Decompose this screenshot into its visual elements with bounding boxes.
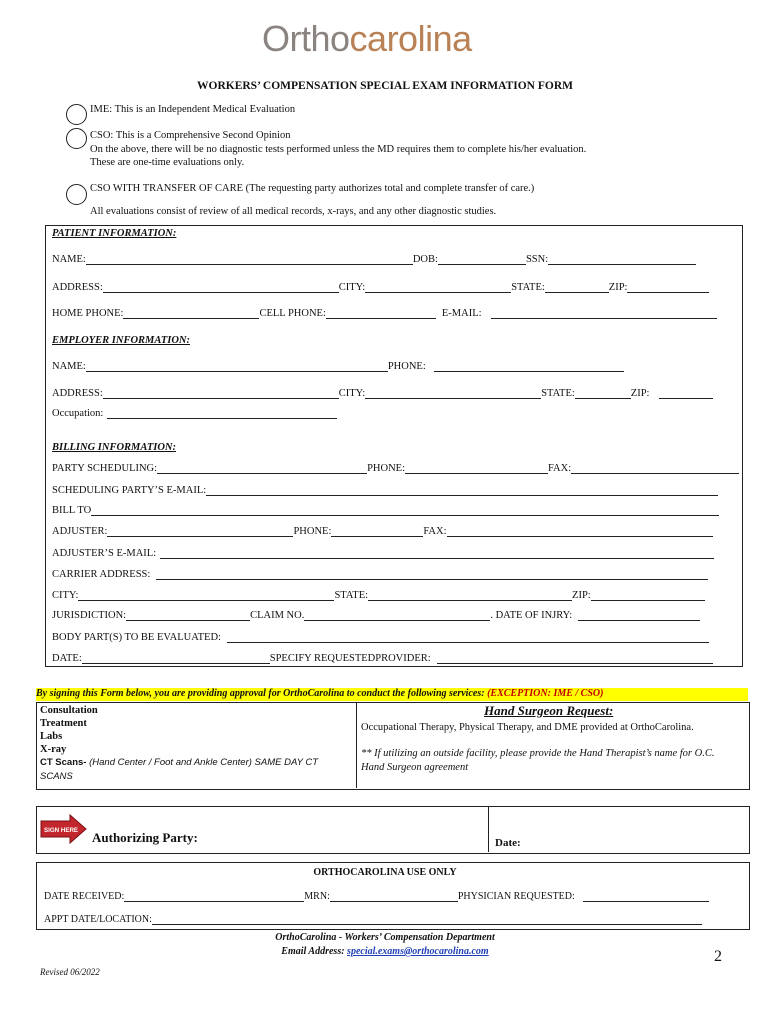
billing-row-6	[52, 569, 708, 580]
patient-home-phone-label: HOME PHONE:	[52, 308, 124, 319]
signature-date-field[interactable]	[530, 812, 744, 848]
employer-row-3	[52, 408, 337, 419]
patient-city-label: CITY:	[338, 282, 366, 293]
signature-date-label: Date:	[495, 837, 521, 849]
bill-to-label: BILL TO	[52, 505, 92, 516]
employer-occupation-label: Occupation:	[52, 408, 104, 419]
jurisdiction-field[interactable]	[126, 610, 250, 621]
billing-zip-label: ZIP:	[572, 590, 591, 601]
patient-dob-label: DOB:	[412, 254, 438, 265]
consent-banner-text: By signing this Form below, you are providing approval for OrthoCarolina to conduct the following services:	[36, 688, 485, 699]
hand-surgeon-heading: Hand Surgeon Request:	[484, 703, 614, 718]
claim-no-field[interactable]	[304, 610, 490, 621]
body-parts-field[interactable]	[227, 632, 709, 643]
patient-row-2	[52, 282, 709, 293]
form-title: WORKERS’ COMPENSATION SPECIAL EXAM INFORMATION FORM	[197, 80, 573, 92]
patient-state-field[interactable]	[545, 282, 609, 293]
revised-date: Revised 06/2022	[40, 967, 100, 977]
employer-row-1	[52, 361, 624, 372]
cso-note-1: On the above, there will be no diagnostic tests performed unless the MD requires them to complete his/her evaluation.	[90, 144, 587, 155]
employer-city-field[interactable]	[365, 388, 541, 399]
billing-city-field[interactable]	[78, 590, 334, 601]
party-scheduling-field[interactable]	[157, 463, 367, 474]
party-scheduling-label: PARTY SCHEDULING:	[52, 463, 158, 474]
bill-to-field[interactable]	[91, 505, 719, 516]
patient-dob-field[interactable]	[438, 254, 526, 265]
billing-row-9	[52, 632, 709, 643]
employer-state-label: STATE:	[541, 388, 575, 399]
employer-city-label: CITY:	[338, 388, 366, 399]
patient-row-1	[52, 254, 696, 265]
billing-row-2	[52, 485, 718, 496]
cso-label: CSO: This is a Comprehensive Second Opinion	[90, 130, 291, 141]
adjuster-email-label: ADJUSTER’S E-MAIL:	[52, 548, 157, 559]
patient-city-field[interactable]	[365, 282, 511, 293]
service-treatment: Treatment	[40, 718, 87, 729]
hand-surgeon-line-2: ** If utilizing an outside facility, please provide the Hand Therapist’s name for O.C.	[361, 748, 715, 759]
patient-zip-field[interactable]	[627, 282, 709, 293]
employer-zip-field[interactable]	[659, 388, 713, 399]
patient-name-label: NAME:	[52, 254, 86, 265]
specify-provider-field[interactable]	[437, 653, 713, 664]
ime-label: IME: This is an Independent Medical Evaluation	[90, 104, 296, 115]
services-box	[36, 702, 750, 790]
employer-address-label: ADDRESS:	[52, 388, 103, 399]
employer-phone-field[interactable]	[434, 361, 624, 372]
adjuster-fax-field[interactable]	[447, 526, 713, 537]
mrn-field[interactable]	[330, 891, 458, 902]
transfer-radio[interactable]	[66, 184, 87, 205]
authorizing-signature-field[interactable]	[168, 812, 486, 848]
billing-fax-field[interactable]	[571, 463, 739, 474]
hand-surgeon-line-1: Occupational Therapy, Physical Therapy, and DME provided at OrthoCarolina.	[361, 722, 694, 733]
adjuster-fax-label: FAX:	[423, 526, 447, 537]
body-parts-label: BODY PART(S) TO BE EVALUATED:	[52, 632, 221, 643]
billing-state-field[interactable]	[368, 590, 572, 601]
physician-requested-field[interactable]	[583, 891, 709, 902]
scheduling-email-label: SCHEDULING PARTY’S E-MAIL:	[52, 485, 207, 496]
employer-zip-label: ZIP:	[630, 388, 650, 399]
billing-state-label: STATE:	[334, 590, 369, 601]
employer-phone-label: PHONE:	[387, 361, 426, 372]
adjuster-phone-field[interactable]	[331, 526, 423, 537]
patient-email-field[interactable]	[491, 308, 717, 319]
patient-heading: PATIENT INFORMATION:	[52, 228, 177, 239]
service-consultation: Consultation	[40, 705, 98, 716]
hand-surgeon-line-3: Hand Surgeon agreement	[361, 762, 469, 773]
physician-requested-label: PHYSICIAN REQUESTED:	[457, 891, 575, 902]
employer-heading: EMPLOYER INFORMATION:	[52, 335, 190, 346]
ct-scans-detail: (Hand Center / Foot and Ankle Center) SAME DAY CT	[89, 757, 319, 768]
signature-divider	[488, 806, 489, 852]
date-received-label: DATE RECEIVED:	[44, 891, 125, 902]
carrier-address-label: CARRIER ADDRESS:	[52, 569, 151, 580]
jurisdiction-label: JURISDICTION:	[52, 610, 127, 621]
specify-provider-label: SPECIFY REQUESTEDPROVIDER:	[269, 653, 431, 664]
adjuster-email-field[interactable]	[160, 548, 714, 559]
footer-email-row	[0, 946, 770, 957]
billing-row-7	[52, 590, 705, 601]
patient-name-field[interactable]	[86, 254, 413, 265]
date-received-field[interactable]	[124, 891, 304, 902]
adjuster-field[interactable]	[107, 526, 293, 537]
sign-here-arrow-icon	[38, 812, 88, 846]
adjuster-label: ADJUSTER:	[52, 526, 108, 537]
services-divider	[356, 702, 357, 788]
ct-scans-label: CT Scans-	[40, 757, 87, 768]
employer-occupation-field[interactable]	[107, 408, 337, 419]
appt-date-location-label: APPT DATE/LOCATION:	[44, 914, 152, 925]
mrn-label: MRN:	[304, 891, 330, 902]
orthocarolina-logo	[262, 18, 472, 60]
billing-phone-label: PHONE:	[367, 463, 405, 474]
patient-email-label: E-MAIL:	[441, 308, 482, 319]
sign-here-text: SIGN HERE	[44, 827, 79, 834]
employer-state-field[interactable]	[575, 388, 631, 399]
footer-department: OrthoCarolina - Workers’ Compensation Department	[275, 932, 495, 943]
patient-address-field[interactable]	[103, 282, 339, 293]
service-xray: X-ray	[40, 744, 67, 755]
patient-cell-phone-label: CELL PHONE:	[259, 308, 326, 319]
footer-email-label: Email Address:	[281, 946, 345, 957]
billing-heading: BILLING INFORMATION:	[52, 442, 176, 453]
carrier-address-field[interactable]	[156, 569, 708, 580]
office-use-heading: ORTHOCAROLINA USE ONLY	[313, 867, 457, 878]
service-ct-scans	[40, 757, 318, 768]
billing-zip-field[interactable]	[591, 590, 705, 601]
cso-note-2: These are one-time evaluations only.	[90, 157, 245, 168]
patient-ssn-label: SSN:	[525, 254, 549, 265]
scheduling-email-field[interactable]	[206, 485, 718, 496]
ime-radio[interactable]	[66, 104, 87, 125]
logo-part-ortho: Ortho	[262, 18, 350, 59]
page-number: 2	[714, 948, 722, 965]
patient-zip-label: ZIP:	[608, 282, 628, 293]
patient-ssn-field[interactable]	[548, 254, 696, 265]
adjuster-phone-label: PHONE:	[293, 526, 332, 537]
patient-row-3	[52, 308, 717, 319]
claim-no-label: CLAIM NO.	[250, 610, 305, 621]
employer-name-label: NAME:	[52, 361, 86, 372]
billing-row-5	[52, 548, 714, 559]
authorizing-party-label: Authorizing Party:	[92, 830, 198, 845]
patient-state-label: STATE:	[511, 282, 545, 293]
all-evaluations-note: All evaluations consist of review of all medical records, x-rays, and any other diagnostic studies.	[90, 206, 497, 217]
billing-phone-field[interactable]	[405, 463, 548, 474]
patient-address-label: ADDRESS:	[52, 282, 103, 293]
transfer-label: CSO WITH TRANSFER OF CARE (The requesting party authorizes total and complete transfer of care.)	[90, 183, 535, 194]
office-row-1	[44, 891, 709, 902]
billing-city-label: CITY:	[52, 590, 79, 601]
billing-fax-label: FAX:	[547, 463, 572, 474]
employer-row-2	[52, 388, 713, 399]
patient-home-phone-field[interactable]	[123, 308, 259, 319]
billing-row-3	[52, 505, 719, 516]
billing-date-label: DATE:	[52, 653, 82, 664]
ct-scans-detail-2: SCANS	[40, 771, 73, 782]
cso-radio[interactable]	[66, 128, 87, 149]
patient-cell-phone-field[interactable]	[326, 308, 436, 319]
footer-email-link[interactable]: special.exams@orthocarolina.com	[347, 946, 489, 957]
date-of-injury-field[interactable]	[578, 610, 700, 621]
appt-date-location-field[interactable]	[152, 914, 702, 925]
logo-part-carolina: carolina	[349, 18, 472, 59]
service-labs: Labs	[40, 731, 63, 742]
consent-banner	[36, 688, 748, 701]
consent-exception-text: (EXCEPTION: IME / CSO)	[487, 688, 604, 699]
billing-row-10	[52, 653, 713, 664]
date-of-injury-label: . DATE OF INJRY:	[490, 610, 573, 621]
billing-row-4	[52, 526, 713, 537]
employer-address-field[interactable]	[103, 388, 339, 399]
office-row-2	[44, 914, 702, 925]
billing-date-field[interactable]	[82, 653, 270, 664]
billing-row-8	[52, 610, 700, 621]
billing-row-1	[52, 463, 739, 474]
employer-name-field[interactable]	[86, 361, 388, 372]
